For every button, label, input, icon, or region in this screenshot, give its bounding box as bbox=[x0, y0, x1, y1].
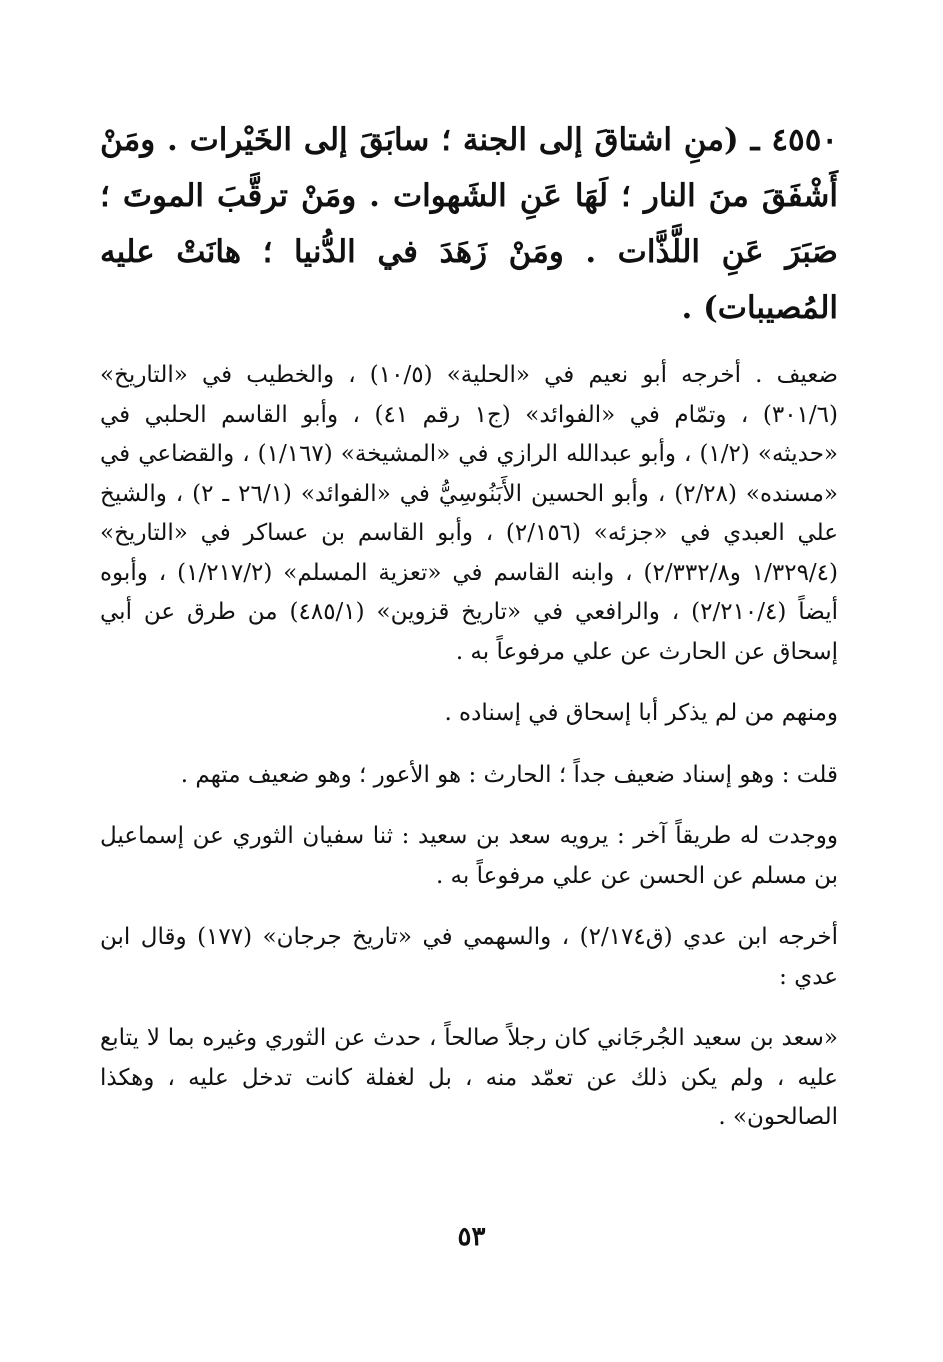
verdict-paragraph: قلت : وهو إسناد ضعيف جداً ؛ الحارث : هو الأعور ؛ وهو ضعيف متهم . bbox=[180, 761, 838, 788]
ibn-adi-paragraph: أخرجه ابن عدي (ق٢/١٧٤) ، والسهمي في «تاريخ جرجان» (١٧٧) وقال ابن عدي : bbox=[100, 924, 838, 990]
hadith-text: ٤٥٥٠ ـ (منِ اشتاقَ إلى الجنة ؛ سابَقَ إلى الخَيْرات . ومَنْ أَشْفَقَ منَ النار ؛ لَهَا عَنِ الشَهوات . ومَنْ ترقَّبَ الموتَ ؛ صَبَرَ عَنِ اللَّذَّات . ومَنْ زَهَدَ في الدُّنيا ؛ هانَتْ عليه المُصيبات) . bbox=[100, 122, 838, 326]
second-route-paragraph: ووجدت له طريقاً آخر : يرويه سعد بن سعيد : ثنا سفيان الثوري عن إسماعيل بن مسلم عن الحسن عن علي مرفوعاً به . bbox=[100, 823, 838, 889]
page-body bbox=[100, 112, 838, 1160]
quote-paragraph: «سعد بن سعيد الجُرجَاني كان رجلاً صالحاً ، حدث عن الثوري وغيره بما لا يتابع عليه ، ولم يكن ذلك عن تعمّد منه ، بل لغفلة كانت تدخل عليه ، وهكذا الصالحون» . bbox=[100, 1025, 838, 1130]
isnad-note-paragraph: ومنهم من لم يذكر أبا إسحاق في إسناده . bbox=[444, 700, 838, 726]
takhrij-paragraph: ضعيف . أخرجه أبو نعيم في «الحلية» (١٠/٥) ، والخطيب في «التاريخ» (٣٠١/٦) ، وتمّام في «الفوائد» (ج١ رقم ٤١) ، وأبو القاسم الحلبي في «حديثه» (١/٢) ، وأبو عبدالله الرازي في «المشيخة» (١/١٦٧) ، والقضاعي في «مسنده» (٢/٢٨) ، وأبو الحسين الأَبَنُوسِيُّ في «الفوائد» (٢٦/١ ـ ٢) ، والشيخ علي العبدي في «جزئه» (٢/١٥٦) ، وأبو القاسم بن عساكر في «التاريخ» (١/٣٢٩/٤ و٢/٣٣٢/٨) ، وابنه القاسم في «تعزية المسلم» (١/٢١٧/٢) ، وأبوه أيضاً (٢/٢١٠/٤) ، والرافعي في «تاريخ قزوين» (٤٨٥/١) من طرق عن أبي إسحاق عن الحارث عن علي مرفوعاً به . bbox=[100, 362, 839, 665]
page-number: ٥٣ bbox=[457, 1222, 486, 1252]
